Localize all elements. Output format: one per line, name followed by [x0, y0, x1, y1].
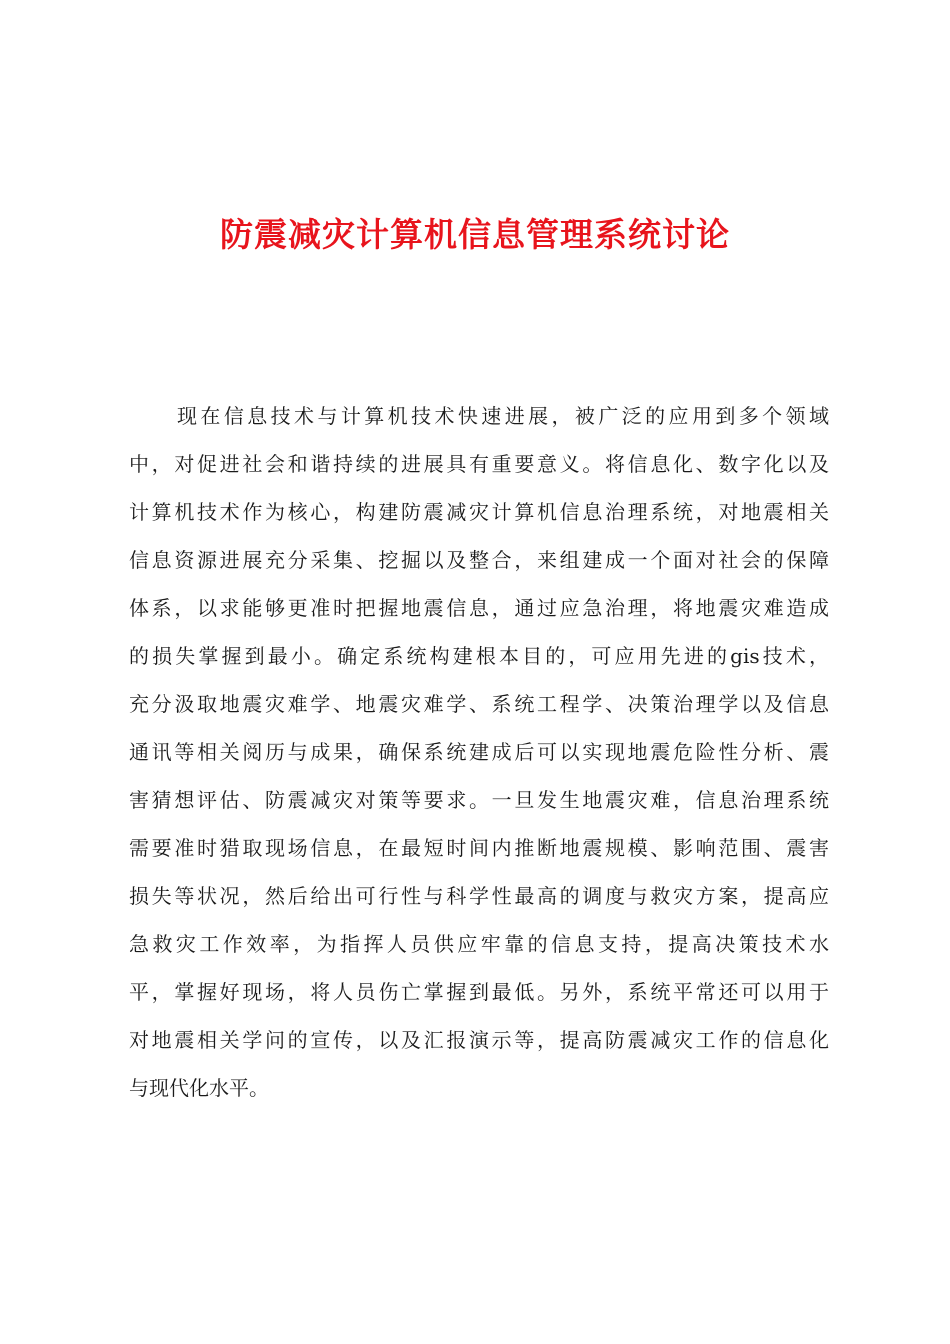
paragraph-line: 中，对促进社会和谐持续的进展具有重要意义。将信息化、数字化以及: [129, 452, 829, 476]
paragraph-line: 充分汲取地震灾难学、地震灾难学、系统工程学、决策治理学以及信息: [129, 692, 829, 716]
paragraph-line: 对地震相关学问的宣传，以及汇报演示等，提高防震减灾工作的信息化: [129, 1028, 829, 1052]
paragraph-line: 体系，以求能够更准时把握地震信息，通过应急治理，将地震灾难造成: [129, 596, 829, 620]
body-paragraph: [129, 396, 829, 1116]
paragraph-line: 计算机技术作为核心，构建防震减灾计算机信息治理系统，对地震相关: [129, 500, 829, 524]
paragraph-line: 平，掌握好现场，将人员伤亡掌握到最低。另外，系统平常还可以用于: [129, 980, 829, 1004]
paragraph-line: 急救灾工作效率，为指挥人员供应牢靠的信息支持，提高决策技术水: [129, 932, 829, 956]
paragraph-line: 与现代化水平。: [129, 1076, 269, 1100]
paragraph-line: 损失等状况，然后给出可行性与科学性最高的调度与救灾方案，提高应: [129, 884, 829, 908]
paragraph-line: 需要准时猎取现场信息，在最短时间内推断地震规模、影响范围、震害: [129, 836, 829, 860]
paragraph-line: 的损失掌握到最小。确定系统构建根本目的，可应用先进的gis技术，: [129, 644, 829, 668]
document-title: 防震减灾计算机信息管理系统讨论: [220, 215, 730, 254]
paragraph-line: 现在信息技术与计算机技术快速进展，被广泛的应用到多个领域: [177, 404, 829, 428]
paragraph-line: 害猜想评估、防震减灾对策等要求。一旦发生地震灾难，信息治理系统: [129, 788, 829, 812]
paragraph-line: 信息资源进展充分采集、挖掘以及整合，来组建成一个面对社会的保障: [129, 548, 829, 572]
paragraph-line: 通讯等相关阅历与成果，确保系统建成后可以实现地震危险性分析、震: [129, 740, 829, 764]
